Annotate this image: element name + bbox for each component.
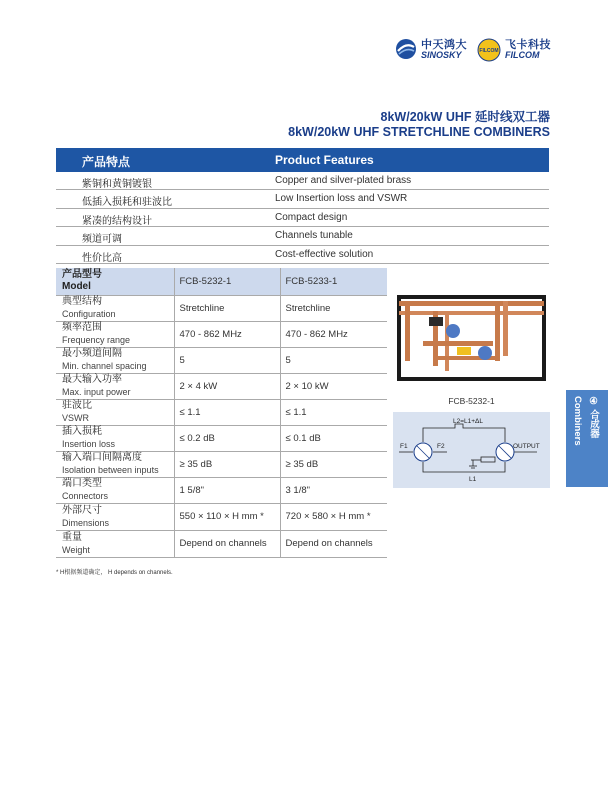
logo-group [395, 34, 555, 68]
diagram-label-f1: F1 [400, 443, 408, 450]
spec-value-2: 470 - 862 MHz [280, 321, 387, 347]
spec-key [56, 503, 174, 530]
sinosky-globe-icon [395, 38, 417, 60]
spec-row [56, 399, 387, 425]
photo-caption: FCB-5232-1 [448, 396, 495, 406]
spec-key [56, 295, 174, 321]
spec-row [56, 477, 387, 503]
sinosky-en-name: SINOSKY [421, 50, 462, 60]
spec-key [56, 477, 174, 503]
section-side-tab [566, 390, 608, 487]
spec-key [56, 425, 174, 451]
sinosky-logo [395, 34, 470, 68]
feature-row [56, 209, 549, 227]
spec-key [56, 451, 174, 477]
diagram-label-f2: F2 [437, 443, 445, 450]
spec-value-1: Stretchline [174, 295, 280, 321]
filcom-cn-name: 飞卡科技 [505, 39, 551, 51]
spec-row [56, 425, 387, 451]
feature-row [56, 227, 549, 245]
features-header [56, 148, 549, 172]
footnote: * H根据频道确定， H depends on channels. [56, 570, 173, 576]
spec-value-1: 550 × 110 × H mm * [174, 503, 280, 530]
spec-key-en: Weight [62, 544, 90, 555]
spec-value-1: ≥ 35 dB [174, 451, 280, 477]
spec-value-2: Depend on channels [280, 530, 387, 557]
feature-cn: 频道可调 [82, 234, 122, 246]
spec-key-en: Dimensions [62, 517, 110, 528]
spec-value-2: 5 [280, 347, 387, 373]
spec-value-2: ≤ 0.1 dB [280, 425, 387, 451]
spec-row [56, 451, 387, 477]
spec-value-1: 470 - 862 MHz [174, 321, 280, 347]
spec-value-1: ≤ 1.1 [174, 399, 280, 425]
circuit-diagram [393, 412, 550, 488]
feature-cn: 紧凑的结构设计 [82, 215, 152, 227]
model-2: FCB-5233-1 [280, 268, 387, 295]
spec-key-cn: 输入端口间隔离度 [62, 452, 142, 463]
spec-key [56, 321, 174, 347]
spec-key-cn: 典型结构 [62, 296, 102, 307]
spec-value-1: ≤ 0.2 dB [174, 425, 280, 451]
feature-cn: 紫铜和黄铜镀银 [82, 179, 152, 190]
spec-key-cn: 外部尺寸 [62, 504, 102, 516]
features-header-en: Product Features [275, 153, 374, 167]
spec-value-2: 720 × 580 × H mm * [280, 503, 387, 530]
spec-row [56, 321, 387, 347]
features-table [56, 148, 549, 264]
spec-key [56, 347, 174, 373]
spec-key-cn: 最小频道间隔 [62, 348, 122, 359]
spec-value-2: ≥ 35 dB [280, 451, 387, 477]
feature-en: Cost-effective solution [275, 248, 374, 260]
page-title-cn: 8kW/20kW UHF 延时线双工器 [380, 110, 550, 124]
spec-key-cn: 驻波比 [62, 400, 92, 411]
spec-key-en: Configuration [62, 309, 116, 319]
page-title-en: 8kW/20kW UHF STRETCHLINE COMBINERS [288, 125, 550, 139]
feature-cn: 性价比高 [82, 252, 122, 264]
spec-key-cn: 重量 [62, 531, 82, 543]
spec-key [56, 399, 174, 425]
spec-key-en: Min. channel spacing [62, 361, 147, 371]
feature-en: Channels tunable [275, 230, 353, 242]
spec-key-en: VSWR [62, 413, 89, 423]
spec-value-2: 2 × 10 kW [280, 373, 387, 399]
spec-key-cn: 产品型号 [62, 269, 102, 281]
spec-key [56, 530, 174, 557]
feature-en: Copper and silver-plated brass [275, 175, 412, 186]
features-header-cn: 产品特点 [82, 155, 131, 169]
spec-value-2: 3 1/8" [280, 477, 387, 503]
spec-key-cn: 频率范围 [62, 322, 102, 333]
spec-key-en: Connectors [62, 491, 109, 501]
spec-key-cn: 插入损耗 [62, 426, 102, 437]
spec-row [56, 295, 387, 321]
spec-key [56, 373, 174, 399]
sinosky-cn-name: 中天鸿大 [421, 39, 467, 51]
side-tab-en: Combiners [572, 396, 583, 446]
filcom-logo [477, 34, 555, 68]
spec-row [56, 530, 387, 557]
feature-cn: 低插入损耗和驻波比 [82, 197, 172, 209]
diagram-label-bottom: L1 [469, 476, 477, 483]
feature-row [56, 246, 549, 264]
spec-value-1: Depend on channels [174, 530, 280, 557]
diagram-label-output: OUTPUT [513, 443, 540, 450]
filcom-en-name: FILCOM [505, 50, 540, 60]
spec-key-en: Insertion loss [62, 439, 116, 449]
filcom-badge-text: FILCOM [479, 48, 499, 54]
spec-value-1: 1 5/8" [174, 477, 280, 503]
spec-value-1: 2 × 4 kW [174, 373, 280, 399]
spec-key-en: Max. input power [62, 387, 131, 397]
feature-en: Compact design [275, 211, 348, 223]
spec-key-en: Frequency range [62, 335, 131, 345]
spec-value-1: 5 [174, 347, 280, 373]
spec-row [56, 373, 387, 399]
spec-key-en: Model [62, 281, 91, 293]
spec-key-cn: 最大输入功率 [62, 374, 122, 385]
filcom-badge-icon [477, 38, 501, 62]
spec-value-2: Stretchline [280, 295, 387, 321]
spec-row [56, 503, 387, 530]
feature-row [56, 190, 549, 208]
spec-row [56, 347, 387, 373]
side-tab-cn: ④ 合成器 [588, 396, 599, 439]
spec-value-2: ≤ 1.1 [280, 399, 387, 425]
product-photo [393, 291, 550, 387]
feature-row [56, 172, 549, 190]
spec-table [56, 268, 387, 558]
spec-header-row [56, 268, 387, 295]
diagram-label-top: L2=L1+ΔL [453, 418, 484, 425]
feature-en: Low Insertion loss and VSWR [275, 193, 408, 205]
spec-key [56, 268, 174, 295]
model-1: FCB-5232-1 [174, 268, 280, 295]
spec-key-en: Isolation between inputs [62, 465, 159, 475]
spec-key-cn: 端口类型 [62, 478, 102, 489]
